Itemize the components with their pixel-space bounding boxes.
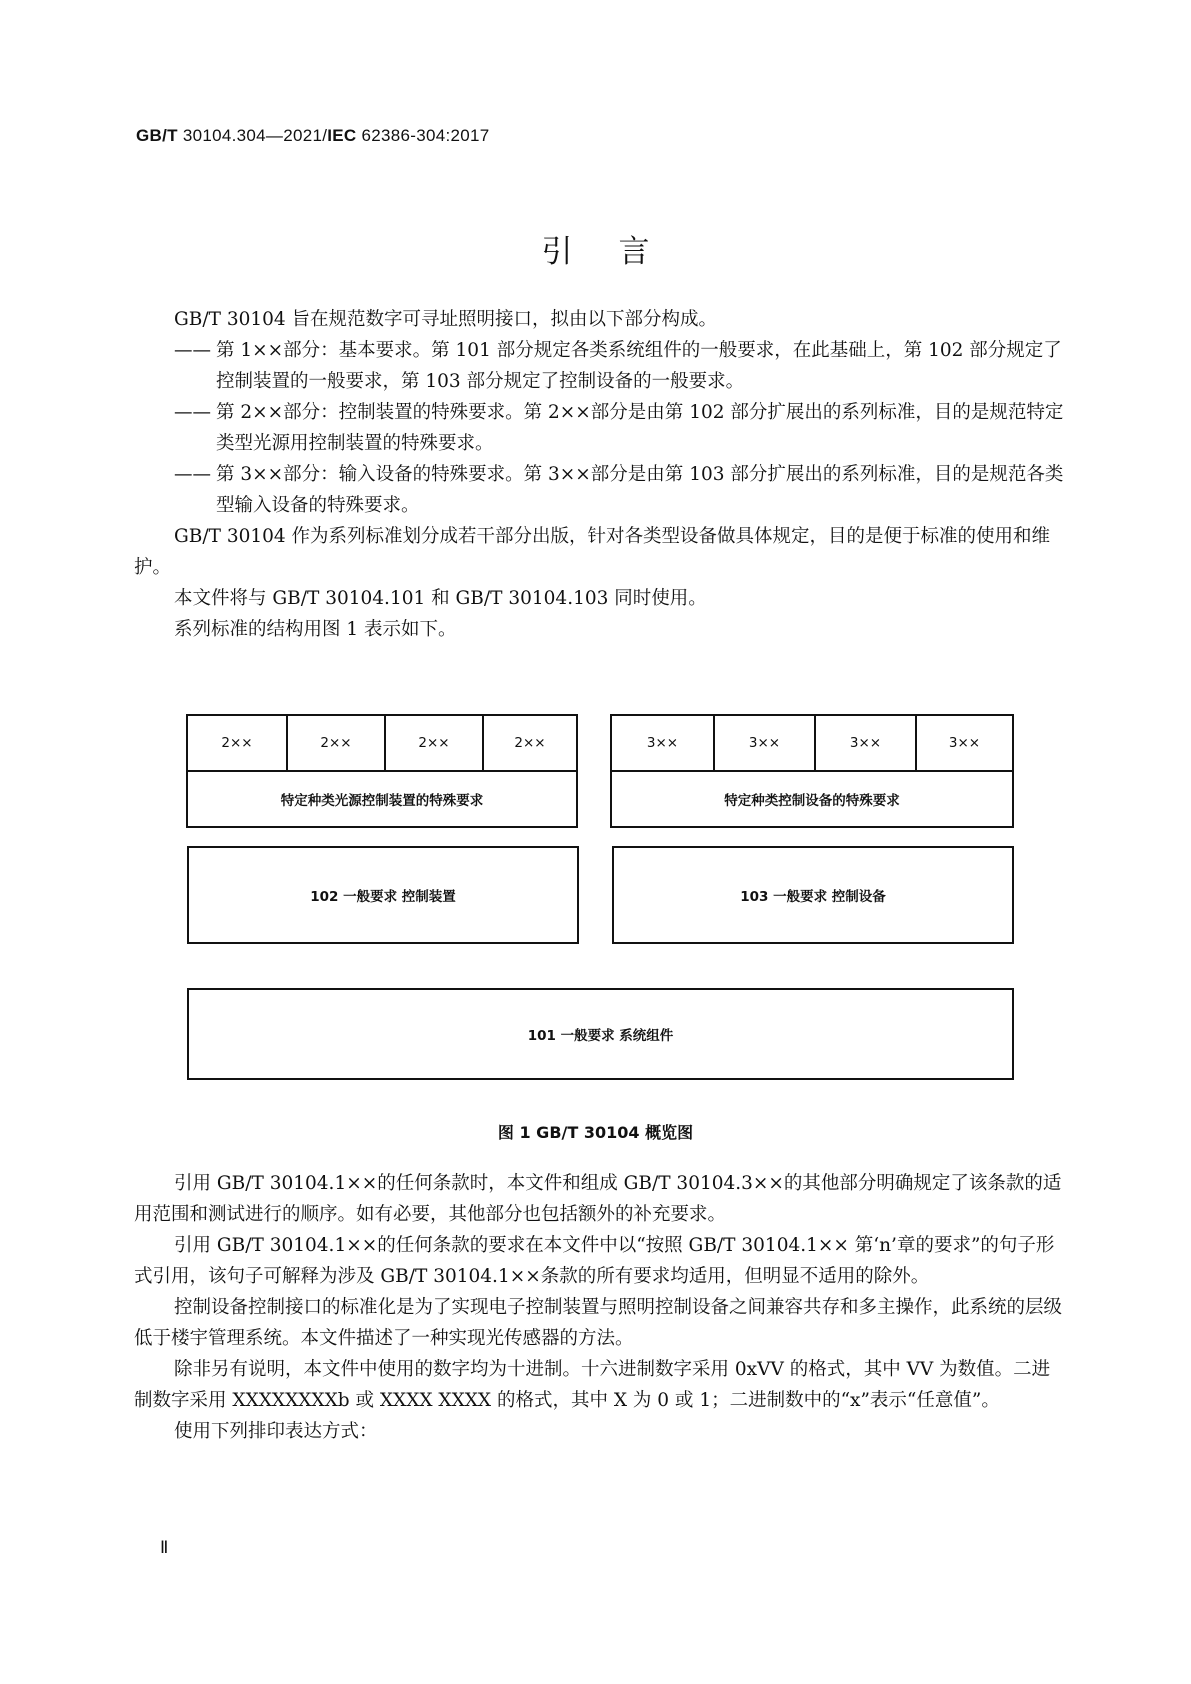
box-101-label: 101 一般要求 系统组件 — [527, 1028, 674, 1044]
right-special-box — [610, 770, 1014, 828]
dash-text: 第 2××部分：控制装置的特殊要求。第 2××部分是由第 102 部分扩展出的系列标准，目的是规范特定类型光源用控制装置的特殊要求。 — [216, 402, 1064, 454]
header-code-bold: GB/T — [136, 126, 178, 145]
cell-3xx: 3×× — [814, 716, 915, 770]
dash-lead: —— — [174, 402, 211, 423]
body-section — [134, 1168, 1064, 1447]
cell-2xx: 2×× — [221, 735, 253, 751]
box-101 — [187, 988, 1014, 1080]
body-paragraph-9: 使用下列排印表达方式： — [174, 1421, 378, 1442]
cell-3xx: 3×× — [713, 716, 814, 770]
figure-caption: 图 1 GB/T 30104 概览图 — [497, 1123, 694, 1142]
page-title: 引言 — [541, 234, 696, 270]
intro-paragraph-2: GB/T 30104 作为系列标准划分成若干部分出版，针对各类型设备做具体规定，目的是便于标准的使用和维护。 — [134, 526, 1051, 578]
body-paragraph-6: 引用 GB/T 30104.1××的任何条款的要求在本文件中以“按照 GB/T 30104.1×× 第‘n’章的要求”的句子形式引用，该句子可解释为涉及 GB/T 30104.1××条款的所有要求均适用，但明显不适用的除外。 — [134, 1235, 1055, 1287]
left-special-label: 特定种类光源控制装置的特殊要求 — [280, 793, 484, 809]
header-iec-rest: 62386-304:2017 — [356, 126, 490, 145]
right-3xx-row — [610, 714, 1014, 772]
cell-2xx: 2×× — [286, 716, 384, 770]
body-paragraph-7: 控制设备控制接口的标准化是为了实现电子控制装置与照明控制设备之间兼容共存和多主操作，此系统的层级低于楼宇管理系统。本文件描述了一种实现光传感器的方法。 — [134, 1297, 1063, 1349]
left-2xx-row — [186, 714, 578, 772]
dash-lead: —— — [174, 340, 211, 361]
box-103-label: 103 一般要求 控制设备 — [740, 889, 886, 905]
left-special-box — [186, 770, 578, 828]
dash-text: 第 3××部分：输入设备的特殊要求。第 3××部分是由第 103 部分扩展出的系列标准，目的是规范各类型输入设备的特殊要求。 — [216, 464, 1064, 516]
document-header — [136, 126, 490, 146]
intro-paragraph-4: 系列标准的结构用图 1 表示如下。 — [174, 619, 457, 640]
page-number: Ⅱ — [160, 1538, 169, 1557]
box-102 — [187, 846, 579, 944]
body-paragraph-8: 除非另有说明，本文件中使用的数字均为十进制。十六进制数字采用 0xVV 的格式，其中 VV 为数值。二进制数字采用 XXXXXXXXb 或 XXXX XXXX 的格式，其中 X 为 0 或 1；二进制数中的“x”表示“任意值”。 — [134, 1359, 1051, 1411]
dash-item-1 — [134, 335, 1064, 397]
intro-paragraph-1: GB/T 30104 旨在规范数字可寻址照明接口，拟由以下部分构成。 — [174, 309, 718, 330]
cell-3xx: 3×× — [646, 735, 679, 751]
intro-section — [134, 304, 1064, 645]
dash-lead: —— — [174, 464, 211, 485]
header-iec-bold: IEC — [327, 126, 357, 145]
body-paragraph-5: 引用 GB/T 30104.1××的任何条款时，本文件和组成 GB/T 30104.3××的其他部分明确规定了该条款的适用范围和测试进行的顺序。如有必要，其他部分也包括额外的补充要求。 — [134, 1173, 1062, 1225]
box-103 — [612, 846, 1014, 944]
dash-item-3 — [134, 459, 1064, 521]
intro-paragraph-3: 本文件将与 GB/T 30104.101 和 GB/T 30104.103 同时使用。 — [174, 588, 707, 609]
dash-text: 第 1××部分：基本要求。第 101 部分规定各类系统组件的一般要求，在此基础上，第 102 部分规定了控制装置的一般要求，第 103 部分规定了控制设备的一般要求。 — [216, 340, 1062, 392]
cell-2xx: 2×× — [482, 716, 576, 770]
right-special-label: 特定种类控制设备的特殊要求 — [724, 793, 900, 809]
header-code-rest: 30104.304—2021/ — [177, 126, 328, 145]
box-102-label: 102 一般要求 控制装置 — [310, 889, 456, 905]
cell-2xx: 2×× — [384, 716, 482, 770]
cell-3xx: 3×× — [915, 716, 1012, 770]
dash-item-2 — [134, 397, 1064, 459]
